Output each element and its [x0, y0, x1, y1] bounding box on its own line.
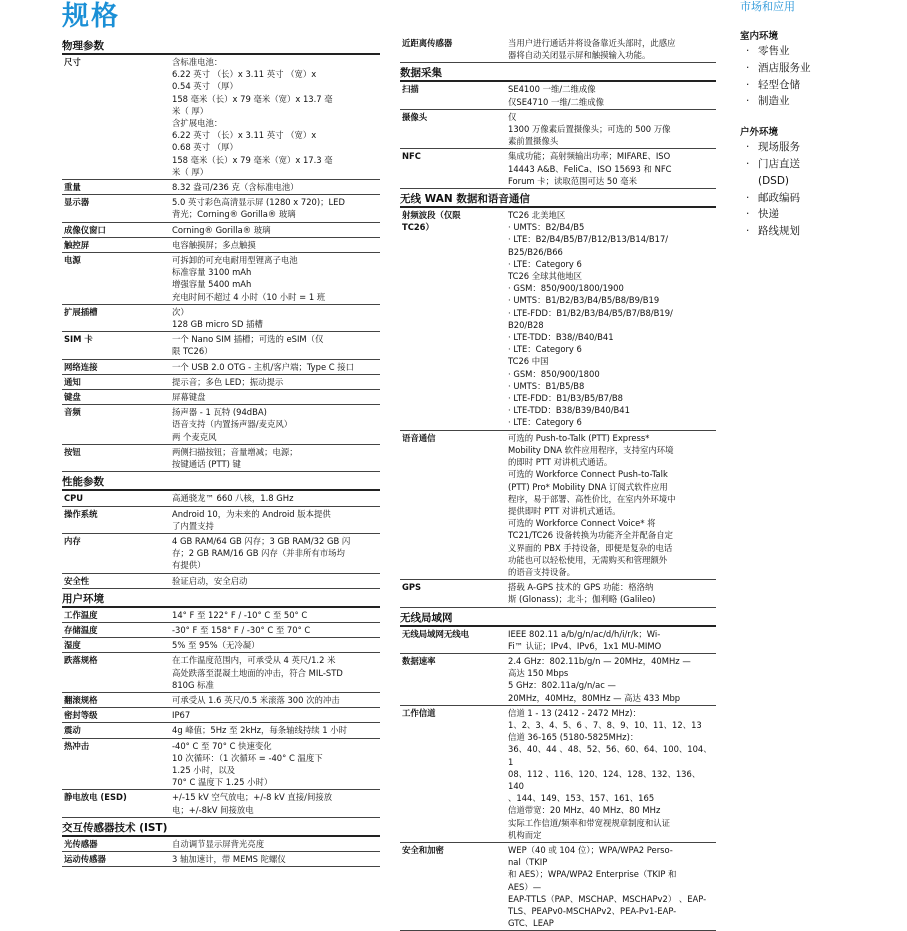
spec-label: 按钮	[64, 446, 81, 457]
market-item	[740, 93, 900, 110]
spec-value: 含标准电池： 6.22 英寸 （长）x 3.11 英寸 （宽）x 0.54 英寸 （厚） 158 毫米（长）x 79 毫米（宽）x 13.7 毫 米（ 厚） 含扩展电池： 6.22 英寸 （长）x 3.11 英寸 （宽）x 0.68 英寸 （厚） 158 毫米（长）x 79 毫米（宽）x 17.3 毫 米（ 厚）	[172, 57, 333, 177]
market-item	[740, 156, 900, 190]
spec-value: 3 轴加速计，带 MEMS 陀螺仪	[172, 853, 286, 864]
section-heading: 性能参数	[62, 474, 380, 491]
spec-row	[400, 208, 716, 431]
spec-label: 键盘	[64, 392, 81, 403]
spec-label: 跌落规格	[64, 655, 98, 666]
spec-row	[62, 180, 380, 195]
spec-row	[400, 431, 716, 580]
spec-value: Corning® Gorilla® 玻璃	[172, 224, 271, 235]
bullet-icon: ·	[746, 141, 750, 154]
spec-label: 操作系统	[64, 508, 98, 519]
spec-value: -30° F 至 158° F / -30° C 至 70° C	[172, 624, 311, 635]
spec-row	[400, 82, 716, 109]
spec-label: 内存	[64, 535, 81, 546]
spec-value: 高通骁龙™ 660 八核，1.8 GHz	[172, 493, 294, 504]
market-group-title: 室内环境	[740, 31, 779, 42]
spec-label: 显示器	[64, 197, 90, 208]
section-heading: 用户环境	[62, 591, 380, 608]
spec-row	[62, 445, 380, 472]
spec-row	[400, 110, 716, 150]
spec-row	[62, 195, 380, 222]
spec-label: GPS	[402, 582, 422, 593]
spec-row	[62, 223, 380, 238]
market-item	[740, 206, 900, 223]
spec-row	[62, 790, 380, 817]
bullet-icon: ·	[746, 45, 750, 57]
spec-label: 数据速率	[402, 655, 436, 666]
market-item-label: 邮政编码	[758, 191, 800, 204]
spec-value: 扬声器 - 1 瓦特 (94dBA) 语音支持（内置扬声器/麦克风） 两 个麦克风	[172, 407, 293, 442]
spec-label: 震动	[64, 725, 81, 736]
page-title: 规格	[62, 1, 120, 32]
spec-value: 自动调节显示屏背光亮度	[172, 838, 265, 849]
spec-label: 成像仪窗口	[64, 224, 106, 235]
spec-value: 8.32 盎司/236 克（含标准电池）	[172, 182, 299, 193]
middle-column	[400, 36, 716, 931]
spec-label: 通知	[64, 376, 81, 387]
bullet-icon: ·	[746, 95, 750, 108]
bullet-icon: ·	[746, 191, 750, 204]
spec-value: 提示音；多色 LED；振动提示	[172, 376, 284, 387]
spec-value: 一个 USB 2.0 OTG - 主机/客户端；Type C 接口	[172, 361, 355, 372]
spec-label: 运动传感器	[64, 853, 106, 864]
spec-value: 一个 Nano SIM 插槽；可选的 eSIM（仅 限 TC26）	[172, 334, 324, 357]
spec-label: 扫描	[402, 84, 419, 95]
spec-row	[62, 491, 380, 506]
spec-row	[400, 36, 716, 63]
spec-value: 可选的 Push-to-Talk (PTT) Express* Mobility DNA 软件应用程序，支持室内环境 的即时 PTT 对讲机式通话。 可选的 Workforce Connect Push-to-Talk (PTT) Pro* Mobility DNA 订阅式软件应用 程序，易于部署、高性价比，在室内外环境中 提供即时 PTT 对讲机式通话。 可选的 Workforce Connect Voice* 将 TC21/TC26 设备转换为功能齐全并配备自定 义界面的 PBX 手持设备，即便是复杂的电话 功能也可以轻松使用，无需购买和管理额外 的语音支持设备。	[508, 432, 676, 577]
market-item	[740, 60, 900, 77]
spec-value: SE4100 一维/二维成像 仅SE4710 一维/二维成像	[508, 84, 605, 107]
spec-row	[62, 574, 380, 589]
spec-value: 屏幕键盘	[172, 392, 206, 403]
spec-row	[62, 238, 380, 253]
spec-row	[62, 405, 380, 445]
spec-value: 4g 峰值；5Hz 至 2kHz，每条轴线持续 1 小时	[172, 725, 348, 736]
market-item-label: 轻型仓储	[758, 78, 800, 91]
spec-label: 翻滚规格	[64, 694, 98, 705]
market-item-label: 零售业	[758, 45, 790, 57]
spec-label: CPU	[64, 493, 84, 504]
spec-row	[62, 837, 380, 852]
spec-row	[62, 55, 380, 180]
spec-label: 近距离传感器	[402, 38, 453, 48]
spec-label: 重量	[64, 182, 81, 193]
spec-value: 5.0 英寸彩色高清显示屏 (1280 x 720)；LED 背光；Corning® Gorilla® 玻璃	[172, 197, 345, 220]
section-heading: 物理参数	[62, 38, 380, 55]
spec-label: 安全和加密	[402, 844, 444, 855]
spec-value: 电容触摸屏；多点触摸	[172, 239, 256, 250]
spec-row	[62, 653, 380, 693]
spec-label: 工作信道	[402, 707, 436, 718]
spec-row	[400, 580, 716, 607]
spec-row	[62, 608, 380, 623]
spec-value: TC26 北美地区 · UMTS：B2/B4/B5 · LTE：B2/B4/B5/B7/B12/B13/B14/B17/ B25/B26/B66 · LTE：Category 6 TC26 全球其他地区 · GSM：850/900/1800/1900 · UMTS：B1/B2/B3/B4/B5/B8/B9/B19 · LTE-FDD：B1/B2/B3/B4/B5/B7/B8/B19/ B20/B28 · LTE-TDD：B38//B40/B41 · LTE：Category 6 TC26 中国 · GSM：850/900/1800 · UMTS：B1/B5/B8 · LTE-FDD：B1/B3/B5/B7/B8 · LTE-TDD：B38/B39/B40/B41 · LTE：Category 6	[508, 210, 673, 428]
spec-row	[62, 305, 380, 332]
spec-row	[62, 534, 380, 574]
market-item-label: 制造业	[758, 95, 790, 108]
market-item-label: 门店直送 (DSD)	[758, 157, 800, 187]
spec-label: 语音通信	[402, 432, 436, 443]
spec-label: SIM 卡	[64, 334, 93, 345]
spec-row	[62, 360, 380, 375]
spec-row	[62, 723, 380, 738]
spec-value: 仅 1300 万像素后置摄像头；可选的 500 万像 素前置摄像头	[508, 111, 671, 147]
spec-value: +/-15 kV 空气放电；+/-8 kV 直接/间接放 电；+/-8kV 间接放电	[172, 792, 333, 815]
bullet-icon: ·	[746, 157, 750, 170]
spec-value: IEEE 802.11 a/b/g/n/ac/d/h/i/r/k；Wi- Fi™ 认证；IPv4、IPv6，1x1 MU-MIMO	[508, 628, 662, 651]
spec-row	[62, 708, 380, 723]
spec-label: 安全性	[64, 575, 90, 586]
section-heading: 数据采集	[400, 65, 716, 82]
spec-row	[62, 852, 380, 867]
spec-row	[400, 149, 716, 189]
section-heading: 交互传感器技术 (IST)	[62, 820, 380, 837]
spec-row	[62, 332, 380, 359]
spec-label: 密封等级	[64, 710, 98, 721]
spec-value: WEP（40 或 104 位）；WPA/WPA2 Perso- nal（TKIP 和 AES）；WPA/WPA2 Enterprise（TKIP 和 AES）— EAP-TTLS（PAP、MSCHAP、MSCHAPv2） 、EAP- TLS、PEAPv0-MSCHAPv2、PEA-Pv1-EAP- GTC、LEAP	[508, 844, 707, 929]
spec-row	[400, 627, 716, 654]
spec-label: 网络连接	[64, 361, 98, 372]
spec-value: 集成功能；高射频输出功率；MIFARE、ISO 14443 A&B、FeliCa、ISO 15693 和 NFC Forum 卡；读取范围可达 50 毫米	[508, 151, 672, 186]
spec-row	[400, 706, 716, 843]
spec-row	[62, 623, 380, 638]
spec-label: 工作温度	[64, 609, 98, 620]
bullet-icon: ·	[746, 208, 750, 221]
spec-label: 尺寸	[64, 57, 81, 67]
spec-row	[400, 843, 716, 931]
bullet-icon: ·	[746, 78, 750, 91]
spec-value: 两侧扫描按钮；音量增减；电源； 按键通话 (PTT) 键	[172, 446, 298, 470]
spec-value: 当用户进行通话并将设备靠近头部时，此感应 器将自动关闭显示屏和触摸输入功能。	[508, 38, 676, 61]
market-item-label: 路线规划	[758, 225, 800, 238]
spec-row	[62, 638, 380, 653]
spec-value: -40° C 至 70° C 快速变化 10 次循环：（1 次循环 = -40° C 温度下 1.25 小时，以及 70° C 温度下 1.25 小时）	[172, 740, 323, 788]
left-column	[62, 36, 380, 867]
spec-value: 次） 128 GB micro SD 插槽	[172, 306, 263, 330]
spec-label: 射频波段（仅限 TC26）	[402, 210, 461, 233]
spec-value: 验证启动，安全启动	[172, 575, 248, 586]
spec-label: 静电放电 (ESD)	[64, 792, 127, 803]
spec-row	[62, 507, 380, 534]
spec-value: IP67	[172, 710, 191, 721]
market-item	[740, 77, 900, 94]
spec-label: 存储温度	[64, 624, 98, 635]
spec-value: 5% 至 95%（无冷凝）	[172, 640, 260, 651]
spec-row	[62, 390, 380, 405]
spec-value: 可承受从 1.6 英尺/0.5 米滚落 300 次的冲击	[172, 694, 340, 705]
market-item	[740, 139, 900, 156]
spec-value: Android 10，为未来的 Android 版本提供 了内置支持	[172, 508, 331, 531]
market-group-title: 户外环境	[740, 127, 779, 139]
spec-label: 热冲击	[64, 740, 90, 751]
market-item-label: 快递	[758, 208, 779, 221]
section-heading: 无线 WAN 数据和语音通信	[400, 191, 716, 208]
spec-value: 信道 1 - 13 (2412 - 2472 MHz)： 1、2、3、4、5、6 、7、8、9、10、11、12、13 信道 36-165 (5180-5825MHz)： 36、40、44 、48、52、56、60、64、100、104、1 08、112 、116、120、124、128、132、136、140 、144、149、153、157、161、165 信道带宽：20 MHz、40 MHz、80 MHz 实际工作信道/频率和带宽视规章制度和认证 机构而定	[508, 707, 712, 840]
spec-label: 电源	[64, 255, 81, 266]
spec-label: 音频	[64, 407, 81, 418]
spec-label: NFC	[402, 151, 421, 162]
spec-label: 光传感器	[64, 838, 98, 849]
spec-label: 湿度	[64, 640, 81, 651]
spec-row	[62, 253, 380, 305]
spec-value: 2.4 GHz：802.11b/g/n — 20MHz，40MHz — 高达 150 Mbps 5 GHz：802.11a/g/n/ac — 20MHz，40MHz，80MHz — 高达 433 Mbp	[508, 655, 691, 703]
spec-row	[62, 693, 380, 708]
market-item-label: 现场服务	[758, 141, 800, 154]
markets-sidebar	[740, 0, 900, 240]
section-heading: 无线局域网	[400, 610, 716, 627]
market-item	[740, 223, 900, 240]
spec-value: 在工作温度范围内，可承受从 4 英尺/1.2 米 高处跌落至混凝土地面的冲击，符合 MIL-STD 810G 标准	[172, 655, 343, 690]
spec-value: 可拆卸的可充电耐用型锂离子电池 标准容量 3100 mAh 增强容量 5400 mAh 充电时间不超过 4 小时（10 小时 = 1 班	[172, 255, 326, 302]
bullet-icon: ·	[746, 225, 750, 238]
spec-label: 无线局域网无线电	[402, 628, 469, 639]
spec-value: 搭载 A-GPS 技术的 GPS 功能：格洛纳 斯 (Glonass)；北斗；伽利略 (Galileo)	[508, 582, 656, 605]
spec-label: 摄像头	[402, 111, 428, 122]
spec-label: 扩展插槽	[64, 306, 98, 317]
spec-value: 14° F 至 122° F / -10° C 至 50° C	[172, 609, 308, 620]
bullet-icon: ·	[746, 61, 750, 74]
spec-row	[400, 654, 716, 706]
market-item	[740, 43, 900, 60]
spec-row	[62, 375, 380, 390]
spec-label: 触控屏	[64, 239, 90, 250]
spec-value: 4 GB RAM/64 GB 闪存；3 GB RAM/32 GB 闪 存；2 GB RAM/16 GB 闪存（并非所有市场均 有提供）	[172, 535, 351, 571]
market-item-label: 酒店服务业	[758, 61, 811, 74]
market-item	[740, 190, 900, 207]
spec-row	[62, 739, 380, 791]
markets-heading: 市场和应用	[740, 0, 795, 13]
